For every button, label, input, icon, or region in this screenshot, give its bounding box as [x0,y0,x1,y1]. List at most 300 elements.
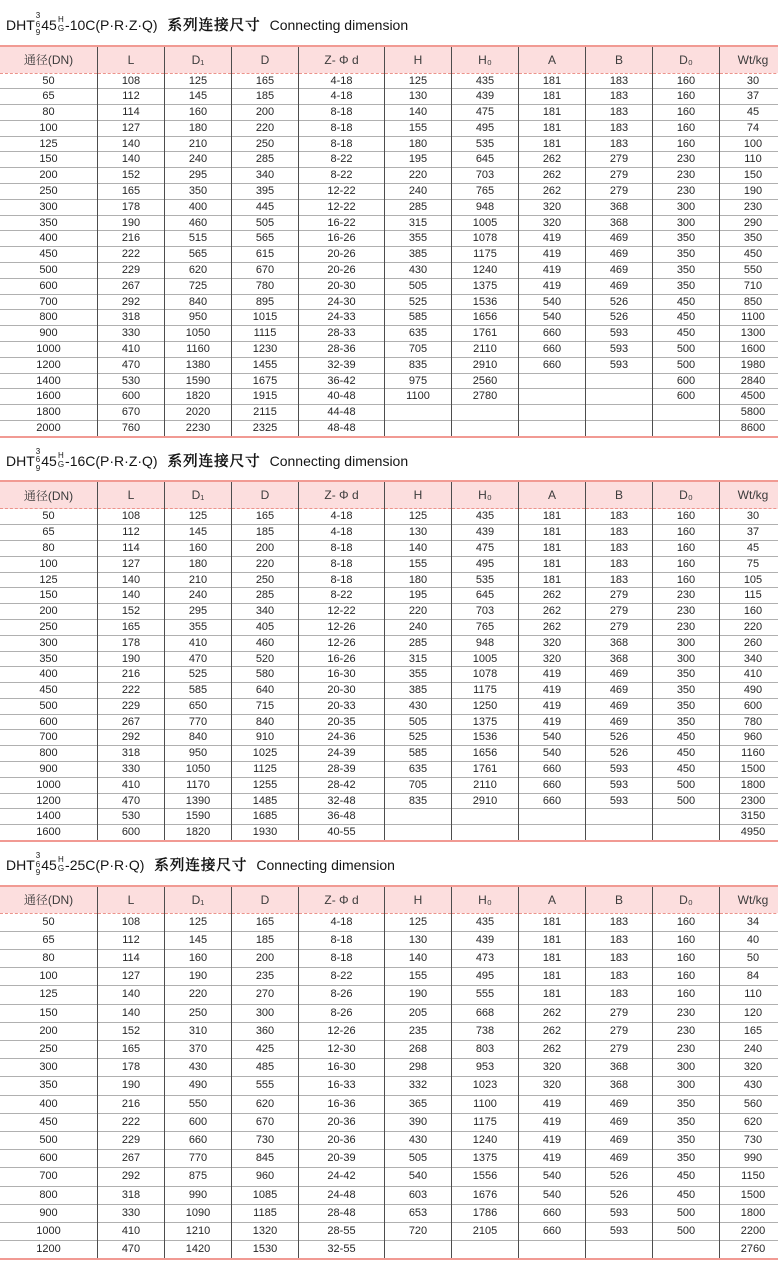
cell: 600 [165,1113,232,1131]
table-row [0,405,778,421]
table-row [0,1077,778,1095]
cell: 181 [519,949,586,967]
table-row [0,1095,778,1113]
cell: 450 [653,746,720,762]
cell [519,389,586,405]
cell: 1600 [0,389,98,405]
cell: 100 [0,968,98,986]
cell: 526 [586,1186,653,1204]
cell: 645 [452,152,519,168]
cell: 803 [452,1040,519,1058]
cell: 181 [519,105,586,121]
cell: 74 [720,120,778,136]
cell: 620 [232,1095,299,1113]
column-header: Z- Φ d [299,46,385,74]
cell: 800 [0,310,98,326]
cell: 1820 [165,389,232,405]
cell: 350 [653,278,720,294]
table-row [0,793,778,809]
cell: 703 [452,604,519,620]
cell [586,373,653,389]
table-row [0,168,778,184]
cell: 181 [519,73,586,89]
cell: 593 [586,1204,653,1222]
cell: 450 [0,683,98,699]
cell: 450 [653,1186,720,1204]
cell: 1500 [720,1186,778,1204]
table-row [0,572,778,588]
cell: 1005 [452,651,519,667]
cell: 229 [98,698,165,714]
cell: 20-26 [299,263,385,279]
table-row [0,825,778,841]
cell: 475 [452,540,519,556]
cell: 470 [165,651,232,667]
cell: 840 [232,714,299,730]
cell: 660 [519,762,586,778]
cell: 155 [385,968,452,986]
section-25c [0,852,778,1260]
cell: 183 [586,986,653,1004]
cell: 705 [385,777,452,793]
table-row [0,152,778,168]
section-title-25c [6,852,778,878]
cell: 250 [232,572,299,588]
cell: 1255 [232,777,299,793]
cell: 216 [98,1095,165,1113]
table-row [0,263,778,279]
cell: 125 [385,509,452,525]
cell: 720 [385,1223,452,1241]
cell: 262 [519,1040,586,1058]
cell: 670 [232,1113,299,1131]
cell: 165 [720,1022,778,1040]
cell: 160 [653,105,720,121]
cell: 730 [720,1132,778,1150]
cell: 230 [653,184,720,200]
cell: 114 [98,949,165,967]
cell: 100 [0,556,98,572]
model-suffix-stack: H G [58,856,64,873]
cell: 160 [653,540,720,556]
cell: 50 [0,73,98,89]
cell: 469 [586,278,653,294]
table-row [0,342,778,358]
cell: 419 [519,698,586,714]
model-variant-stack: 3 6 9 [36,448,40,474]
cell: 593 [586,326,653,342]
cell: 8-18 [299,105,385,121]
cell: 152 [98,168,165,184]
cell: 469 [586,1113,653,1131]
cell: 585 [385,310,452,326]
cell: 300 [653,635,720,651]
cell: 1600 [0,825,98,841]
cell: 469 [586,1132,653,1150]
cell: 900 [0,326,98,342]
table-row [0,1168,778,1186]
cell: 875 [165,1168,232,1186]
cell: 1820 [165,825,232,841]
title-cjk: 系列连接尺寸 [154,854,247,875]
cell: 668 [452,1004,519,1022]
cell: 2000 [0,421,98,437]
cell: 368 [586,635,653,651]
cell: 555 [232,1077,299,1095]
cell: 20-36 [299,1113,385,1131]
title-cjk: 系列连接尺寸 [168,450,261,471]
cell: 230 [653,604,720,620]
cell: 30 [720,509,778,525]
cell: 405 [232,619,299,635]
cell: 130 [385,525,452,541]
cell: 155 [385,120,452,136]
model-series: -10C(P·R·Z·Q) [65,17,158,33]
cell: 1420 [165,1241,232,1260]
cell: 470 [98,357,165,373]
table-row [0,136,778,152]
cell: 450 [653,1168,720,1186]
cell: 180 [165,120,232,136]
table-row [0,310,778,326]
cell: 419 [519,1132,586,1150]
cell: 80 [0,540,98,556]
cell: 183 [586,120,653,136]
cell: 140 [98,572,165,588]
cell: 220 [165,986,232,1004]
cell: 1090 [165,1204,232,1222]
cell: 28-42 [299,777,385,793]
table-row [0,588,778,604]
cell: 526 [586,294,653,310]
cell: 28-55 [299,1223,385,1241]
cell: 700 [0,294,98,310]
cell: 160 [653,525,720,541]
cell: 350 [653,263,720,279]
cell: 475 [452,105,519,121]
cell: 2020 [165,405,232,421]
cell: 800 [0,746,98,762]
cell: 222 [98,247,165,263]
cell: 262 [519,619,586,635]
cell: 470 [98,793,165,809]
cell: 36-48 [299,809,385,825]
cell: 1050 [165,326,232,342]
column-header: D₁ [165,481,232,509]
cell: 473 [452,949,519,967]
cell: 439 [452,525,519,541]
cell: 600 [653,389,720,405]
cell: 183 [586,525,653,541]
cell: 725 [165,278,232,294]
column-header: 通径(DN) [0,481,98,509]
cell [586,1241,653,1260]
cell: 1250 [452,698,519,714]
cell: 8-18 [299,572,385,588]
cell: 127 [98,556,165,572]
cell: 262 [519,184,586,200]
table-row [0,199,778,215]
cell: 660 [519,1204,586,1222]
cell: 112 [98,931,165,949]
cell: 500 [653,1223,720,1241]
cell: 340 [720,651,778,667]
cell: 505 [385,1150,452,1168]
cell: 660 [519,342,586,358]
cell: 593 [586,793,653,809]
cell: 593 [586,777,653,793]
cell: 12-26 [299,635,385,651]
cell: 1230 [232,342,299,358]
column-header: L [98,886,165,914]
cell: 419 [519,1150,586,1168]
cell: 469 [586,231,653,247]
cell: 12-26 [299,1022,385,1040]
cell: 8-22 [299,152,385,168]
cell: 183 [586,73,653,89]
cell: 485 [232,1059,299,1077]
cell: 140 [98,588,165,604]
cell: 835 [385,357,452,373]
cell: 1761 [452,762,519,778]
cell: 620 [720,1113,778,1131]
column-header: 通径(DN) [0,886,98,914]
cell: 439 [452,931,519,949]
cell: 540 [519,746,586,762]
cell: 635 [385,326,452,342]
cell: 600 [653,373,720,389]
cell: 300 [232,1004,299,1022]
cell: 780 [720,714,778,730]
cell: 2300 [720,793,778,809]
cell: 40 [720,931,778,949]
column-header: L [98,46,165,74]
cell: 183 [586,540,653,556]
table-row [0,509,778,525]
cell: 368 [586,215,653,231]
cell: 37 [720,89,778,105]
cell: 250 [0,619,98,635]
section-title-10c [6,12,778,38]
cell: 8-18 [299,949,385,967]
cell: 450 [0,1113,98,1131]
cell: 2110 [452,777,519,793]
column-header: Z- Φ d [299,886,385,914]
title-cjk: 系列连接尺寸 [168,14,261,35]
cell: 318 [98,1186,165,1204]
cell: 262 [519,168,586,184]
cell: 20-26 [299,247,385,263]
cell: 1160 [720,746,778,762]
cell: 350 [653,231,720,247]
cell: 24-30 [299,294,385,310]
cell: 710 [720,278,778,294]
cell: 279 [586,619,653,635]
cell: 670 [98,405,165,421]
cell: 183 [586,89,653,105]
cell: 469 [586,1095,653,1113]
cell: 268 [385,1040,452,1058]
cell: 950 [165,310,232,326]
cell: 500 [653,1204,720,1222]
cell: 16-33 [299,1077,385,1095]
cell: 200 [232,105,299,121]
cell: 2560 [452,373,519,389]
title-en: Connecting dimension [256,857,395,873]
cell: 279 [586,1040,653,1058]
cell: 410 [98,1223,165,1241]
cell: 240 [385,619,452,635]
cell: 703 [452,168,519,184]
cell: 850 [720,294,778,310]
cell: 220 [232,556,299,572]
cell: 540 [519,294,586,310]
cell: 50 [0,913,98,931]
cell: 160 [653,968,720,986]
cell: 127 [98,120,165,136]
cell: 410 [98,777,165,793]
cell [385,825,452,841]
cell: 127 [98,968,165,986]
cell: 145 [165,89,232,105]
cell: 593 [586,357,653,373]
cell: 1170 [165,777,232,793]
cell: 200 [232,949,299,967]
cell: 430 [385,1132,452,1150]
cell: 30 [720,73,778,89]
cell: 160 [165,949,232,967]
cell: 205 [385,1004,452,1022]
cell: 65 [0,89,98,105]
cell [385,405,452,421]
cell: 645 [452,588,519,604]
cell: 181 [519,509,586,525]
cell [385,809,452,825]
cell: 350 [653,1132,720,1150]
cell: 368 [586,651,653,667]
table-row [0,326,778,342]
cell: 600 [0,714,98,730]
cell: 350 [653,698,720,714]
cell: 160 [653,136,720,152]
cell: 469 [586,714,653,730]
cell: 320 [519,635,586,651]
table-row [0,389,778,405]
table-row [0,1186,778,1204]
cell: 300 [0,199,98,215]
cell: 160 [653,572,720,588]
cell: 267 [98,714,165,730]
table-row [0,540,778,556]
cell [519,809,586,825]
cell: 16-36 [299,1095,385,1113]
cell: 145 [165,525,232,541]
table-row [0,525,778,541]
cell: 84 [720,968,778,986]
table-row [0,931,778,949]
cell: 24-42 [299,1168,385,1186]
table-row [0,949,778,967]
cell: 640 [232,683,299,699]
cell [586,389,653,405]
cell: 350 [653,714,720,730]
cell: 1115 [232,326,299,342]
cell: 240 [385,184,452,200]
cell: 1676 [452,1186,519,1204]
cell: 1150 [720,1168,778,1186]
cell: 28-33 [299,326,385,342]
cell: 800 [0,1186,98,1204]
cell: 350 [0,215,98,231]
cell: 181 [519,525,586,541]
cell: 108 [98,913,165,931]
cell [452,1241,519,1260]
column-header: L [98,481,165,509]
cell: 24-33 [299,310,385,326]
table-row [0,73,778,89]
table-row [0,1040,778,1058]
cell: 220 [720,619,778,635]
cell: 320 [519,651,586,667]
cell: 140 [385,105,452,121]
cell: 1175 [452,683,519,699]
cell: 20-36 [299,1132,385,1150]
cell: 140 [98,136,165,152]
column-header: H₀ [452,46,519,74]
cell: 165 [232,913,299,931]
cell: 44-48 [299,405,385,421]
cell: 300 [0,1059,98,1077]
cell: 368 [586,1077,653,1095]
cell: 400 [0,1095,98,1113]
cell: 230 [653,619,720,635]
cell: 165 [98,184,165,200]
cell: 435 [452,913,519,931]
model-variant-stack: 3 6 9 [36,12,40,38]
cell: 140 [385,540,452,556]
cell [385,421,452,437]
cell: 1400 [0,373,98,389]
cell: 1800 [720,1204,778,1222]
cell: 250 [0,184,98,200]
cell: 2105 [452,1223,519,1241]
cell: 310 [165,1022,232,1040]
cell: 115 [720,588,778,604]
cell: 114 [98,105,165,121]
cell: 16-30 [299,667,385,683]
cell: 240 [720,1040,778,1058]
cell: 450 [653,730,720,746]
cell: 1100 [720,310,778,326]
cell: 28-48 [299,1204,385,1222]
cell: 1786 [452,1204,519,1222]
table-row [0,762,778,778]
cell: 112 [98,525,165,541]
cell [586,809,653,825]
cell: 279 [586,588,653,604]
model-suffix-stack: H G [58,452,64,469]
table-row [0,714,778,730]
cell: 320 [519,1059,586,1077]
cell: 500 [0,263,98,279]
cell: 229 [98,1132,165,1150]
cell: 4950 [720,825,778,841]
cell: 948 [452,199,519,215]
cell: 20-35 [299,714,385,730]
cell: 4-18 [299,73,385,89]
cell: 350 [653,247,720,263]
cell: 526 [586,310,653,326]
